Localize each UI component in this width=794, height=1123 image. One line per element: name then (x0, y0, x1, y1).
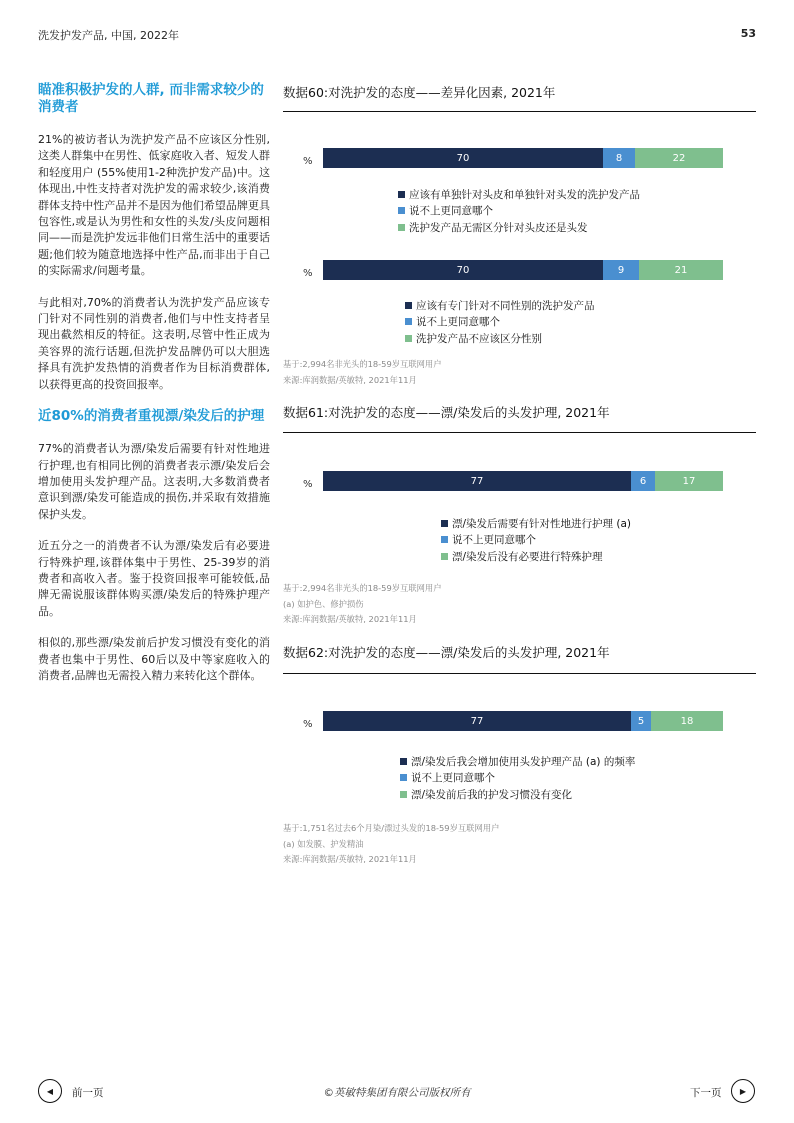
legend-swatch (405, 318, 412, 325)
legend-swatch (441, 553, 448, 560)
chart-title: 数据61:对洗护发的态度——漂/染发后的头发护理, 2021年 (283, 405, 610, 420)
chart-note: 基于:2,994名非光头的18-59岁互联网用户 (283, 583, 442, 593)
paragraph-2: 与此相对,70%的消费者认为洗护发产品应该专门针对不同性别的消费者,他们与中性支持者呈现出截然相反的特征。这表明,尽管中性正成为美容界的流行话题,但洗护发品牌仍可以大胆选择具有洗护发热情的消费者作为目标消费群体,以获得更高的投资回报率。 (38, 295, 270, 391)
legend-item (441, 548, 631, 565)
unit-label: % (303, 268, 313, 279)
legend-label: 应该有单独针对头皮和单独针对头发的洗护发产品 (409, 188, 640, 201)
legend-label: 漂/染发后需要有针对性地进行护理 (a) (452, 517, 632, 530)
bar-segment: 8 (603, 148, 635, 168)
chart-title-rule (283, 111, 756, 112)
legend-swatch (405, 302, 412, 309)
legend-swatch (400, 774, 407, 781)
legend-swatch (398, 207, 405, 214)
legend-item (400, 753, 635, 770)
legend-item (398, 219, 640, 236)
page-number: 53 (740, 27, 756, 40)
legend-label: 说不上更同意哪个 (416, 316, 500, 329)
stacked-bar (323, 148, 723, 168)
legend-swatch (400, 758, 407, 765)
bar-segment: 5 (631, 711, 651, 731)
legend-label: 漂/染发后没有必要进行特殊护理 (452, 550, 603, 563)
legend-label: 说不上更同意哪个 (409, 205, 493, 218)
legend-item (441, 532, 631, 549)
legend-item (398, 186, 640, 203)
legend-swatch (441, 520, 448, 527)
legend-swatch (398, 224, 405, 231)
chart-note: 来源:库润数据/英敏特, 2021年11月 (283, 374, 417, 385)
chart-notes (283, 357, 442, 388)
legend-label: 说不上更同意哪个 (452, 534, 536, 547)
section-heading-1: 瞄准积极护发的人群, 而非需求较少的消费者 (38, 82, 264, 115)
legend-item (400, 786, 635, 803)
stacked-bar (323, 260, 723, 280)
chart-note: 来源:库润数据/英敏特, 2021年11月 (283, 614, 417, 624)
chart-note: (a) 如发膜、护发精油 (283, 838, 364, 849)
legend-item (405, 330, 595, 347)
chart-note: (a) 如护色、修护损伤 (283, 598, 364, 609)
left-arrow-icon: ◀ (46, 1086, 54, 1096)
legend-item (405, 314, 595, 331)
chart-legend (441, 515, 631, 565)
prev-page-label[interactable]: 前一页 (72, 1087, 104, 1099)
chart-notes (283, 821, 499, 868)
right-arrow-icon: ▶ (739, 1086, 747, 1096)
chart-title-rule (283, 673, 756, 674)
unit-label: % (303, 156, 313, 167)
bar-segment: 17 (655, 471, 723, 491)
chart-note: 基于:2,994名非光头的18-59岁互联网用户 (283, 359, 442, 369)
section-heading-2: 近80%的消费者重视漂/染发后的护理 (38, 408, 265, 425)
bar-segment: 70 (323, 260, 603, 280)
bar-segment: 9 (603, 260, 639, 280)
chart-note: 基于:1,751名过去6个月染/漂过头发的18-59岁互联网用户 (283, 823, 500, 833)
bar-segment: 21 (639, 260, 723, 280)
legend-item (405, 297, 595, 314)
legend-label: 说不上更同意哪个 (411, 772, 495, 785)
legend-swatch (405, 335, 412, 342)
stacked-bar (323, 471, 723, 491)
legend-item (441, 515, 631, 532)
unit-label: % (303, 719, 313, 730)
paragraph-3: 77%的消费者认为漂/染发后需要有针对性地进行护理,也有相同比例的消费者表示漂/染发后会增加使用头发护理产品。这表明,大多数消费者意识到漂/染发可能造成的损伤,并采取有效措施保护头发。 (38, 442, 270, 521)
paragraph-1: 21%的被访者认为洗护发产品不应该区分性别,这类人群集中在男性、低家庭收入者、短发人群和轻度用户 (55%使用1-2种洗护发产品)中。这体现出,中性支持者对洗护发的需求较少,该消费群体支持中性产品并不是因为他们希望品牌更具包容性,或是认为男性和女性的头发/头皮问题相同——而是洗护发远非他们日常生活中的重要话题;他们较为随意地选择中性产品,而非出于自己的实际需求/问题考量。 (38, 133, 270, 278)
stacked-bar (323, 711, 723, 731)
copyright: ©英敏特集团有限公司版权所有 (323, 1087, 471, 1099)
legend-label: 应该有专门针对不同性别的洗护发产品 (416, 299, 595, 312)
legend-swatch (400, 791, 407, 798)
chart-notes (283, 581, 442, 628)
header-title: 洗发护发产品, 中国, 2022年 (38, 29, 179, 42)
chart-legend (400, 753, 635, 803)
chart-title: 数据62:对洗护发的态度——漂/染发后的头发护理, 2021年 (283, 645, 610, 660)
legend-label: 漂/染发后我会增加使用头发护理产品 (a) 的频率 (411, 755, 636, 768)
bar-segment: 70 (323, 148, 603, 168)
bar-segment: 6 (631, 471, 655, 491)
chart-legend (398, 186, 640, 236)
footer (0, 1077, 794, 1107)
left-column (38, 82, 270, 699)
bar-segment: 18 (651, 711, 723, 731)
bar-segment: 22 (635, 148, 723, 168)
bar-segment: 77 (323, 711, 631, 731)
chart-title-rule (283, 432, 756, 433)
next-page-button[interactable] (731, 1079, 755, 1103)
legend-item (398, 203, 640, 220)
unit-label: % (303, 479, 313, 490)
legend-swatch (398, 191, 405, 198)
legend-swatch (441, 536, 448, 543)
bar-segment: 77 (323, 471, 631, 491)
chart-legend (405, 297, 595, 347)
legend-label: 洗护发产品无需区分针对头皮还是头发 (409, 221, 588, 234)
chart-title: 数据60:对洗护发的态度——差异化因素, 2021年 (283, 85, 556, 100)
legend-label: 洗护发产品不应该区分性别 (416, 332, 542, 345)
paragraph-5: 相似的,那些漂/染发前后护发习惯没有变化的消费者也集中于男性、60后以及中等家庭收入的消费者,品牌也无需投入精力来转化这个群体。 (38, 636, 270, 682)
paragraph-4: 近五分之一的消费者不认为漂/染发后有必要进行特殊护理,该群体集中于男性、25-39岁的消费者和高收入者。鉴于投资回报率可能较低,品牌无需说服该群体购买漂/染发后的特殊护理产品。 (38, 539, 270, 618)
legend-label: 漂/染发前后我的护发习惯没有变化 (411, 788, 573, 801)
chart-note: 来源:库润数据/英敏特, 2021年11月 (283, 854, 417, 864)
legend-item (400, 770, 635, 787)
next-page-label[interactable]: 下一页 (690, 1087, 722, 1099)
